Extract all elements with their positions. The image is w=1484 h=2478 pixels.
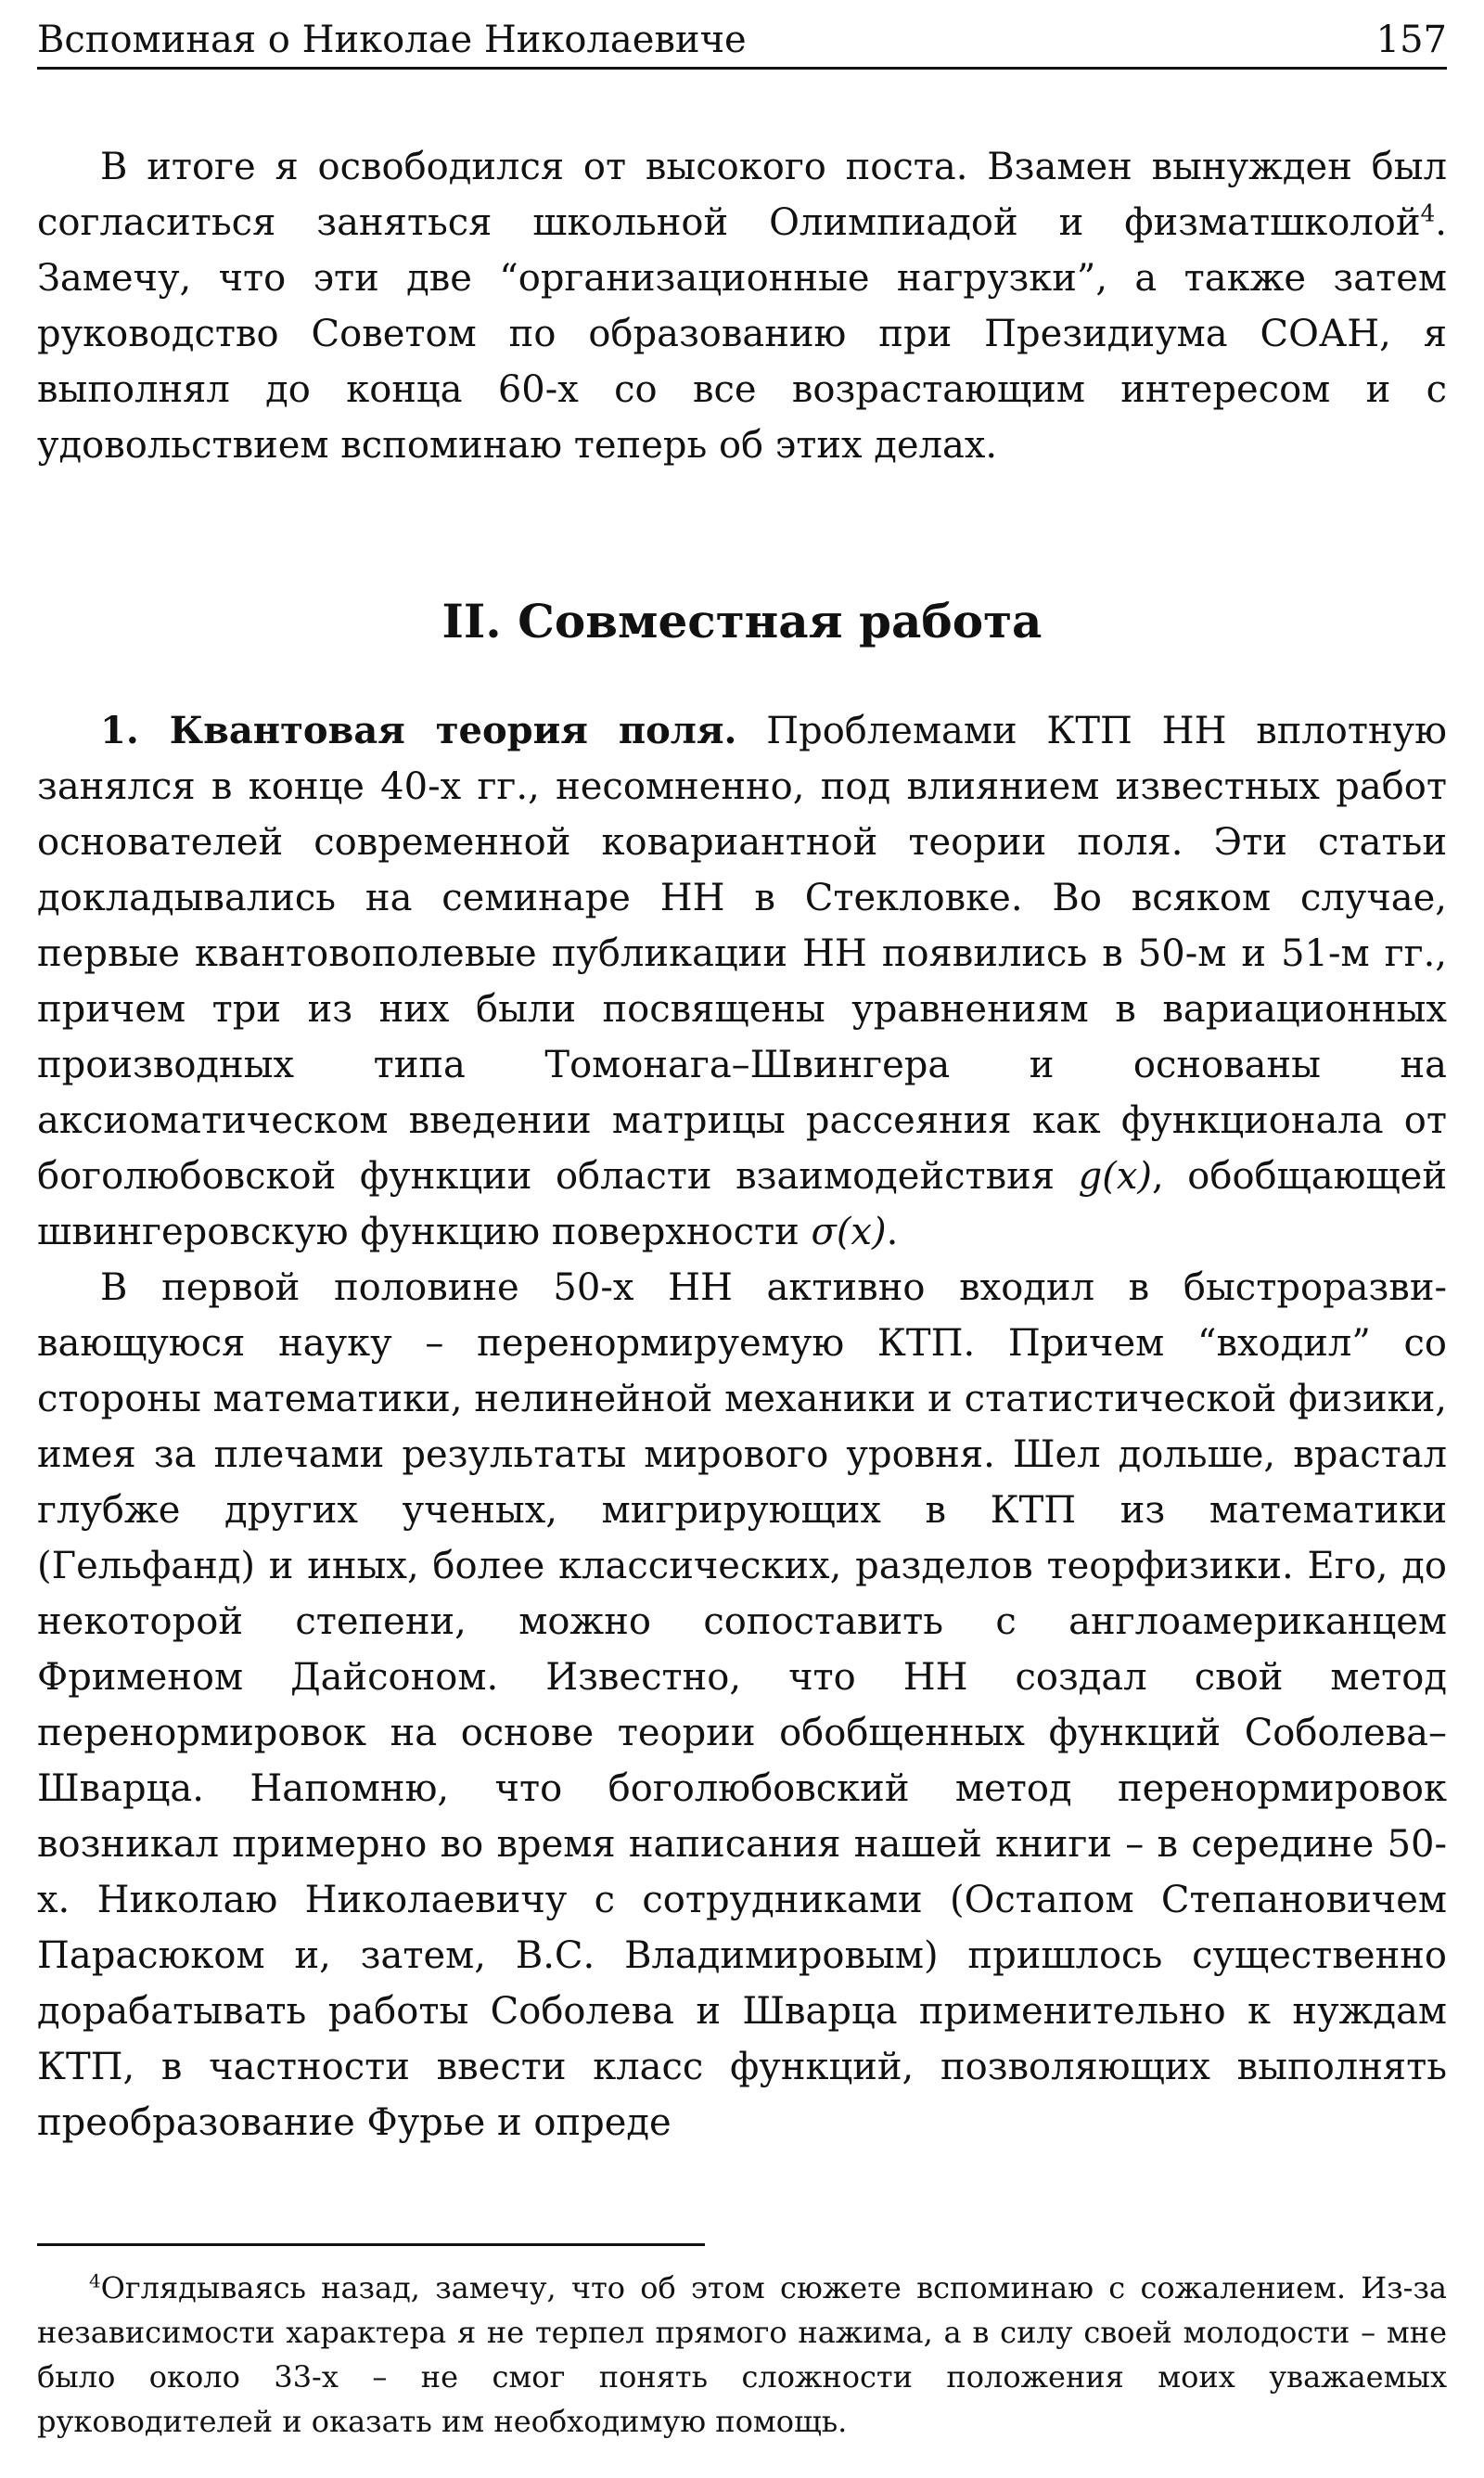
subsection-lead: 1. Квантовая теория поля. <box>100 709 737 752</box>
paragraph-2-text-c: . <box>886 1211 899 1253</box>
paragraph-2 <box>37 703 1447 1260</box>
paragraph-3: В первой половине 50-х НН активно входил в быстроразвивающуюся науку – перенормируемую КТП. Причем “входил” со стороны математики, нелинейной механики и статистической физики, имея за плечами результаты мирового уровня. Шел дольше, врастал глубже других ученых, мигрирующих в КТП из математики (Гельфанд) и иных, более классических, разделов теорфизики. Его, до некоторой степени, можно сопоставить с англоамериканцем Фрименом Дайсоном. Известно, что НН создал свой метод перенормировок на основе теории обобщенных функций Соболева–Шварца. Напомню, что боголюбовский метод перенормировок возникал примерно во время написания нашей книги – в середине 50-х. Николаю Николаевичу с сотрудниками (Остапом Степановичем Парасюком и, затем, В.С. Владимировым) пришлось существенно дорабатывать работы Соболева и Шварца применительно к нуждам КТП, в частности ввести класс функций, позволяющих выполнять преобразование Фурье и опреде <box>37 1266 1447 2144</box>
footnote <box>37 2266 1447 2444</box>
book-page <box>37 0 1447 2478</box>
running-header <box>37 13 1447 70</box>
footnote-mark: 4 <box>89 2270 101 2292</box>
paragraph-1-text: В итоге я освободился от высокого поста. Взамен вынужден был согласиться заняться школьной Олимпиадой и физматшколой <box>37 146 1447 244</box>
paragraph-1-text-rest: . Замечу, что эти две “организационные нагрузки”, а также затем руководство Советом по образованию при Президиума СОАН, я выполнял до конца 60-х со все возрастающим интересом и с удовольствием вспоминаю теперь об этих делах. <box>37 201 1447 467</box>
paragraph-2-text-a: Проблемами КТП НН вплотную занялся в конце 40-х гг., несомненно, под влиянием известных работ основателей современной ковариантной теории поля. Эти статьи докладывались на семинаре НН в Стекловке. Во всяком случае, первые квантовополевые публикации НН появились в 50-м и 51-м гг., причем три из них были посвящены уравнениям в вариационных производных типа Томонага–Швингера и основаны на аксиоматическом введении матрицы рассеяния как функционала от боголюбовской функции области взаимодействия <box>37 710 1448 1198</box>
paragraph-1 <box>37 139 1447 482</box>
page-number: 157 <box>1375 19 1447 61</box>
section-heading: II. Совместная работа <box>441 594 1043 648</box>
footnote-divider <box>37 2243 705 2246</box>
footnote-text: Оглядываясь назад, замечу, что об этом сюжете вспоминаю с сожалением. Из-за независимости характера я не терпел прямого нажима, а в силу своей молодости – мне было около 33-х – не смог понять сложности положения моих уважаемых руководителей и оказать им необходимую помощь. <box>37 2270 1447 2439</box>
math-g-of-x: g(x) <box>1078 1155 1153 1198</box>
footnote-reference: 4 <box>1420 199 1436 227</box>
math-sigma-of-x: σ(x) <box>811 1211 887 1253</box>
paragraph-2-text-b: , обобщающей швингеровскую функцию поверхности <box>37 1155 1448 1253</box>
running-title: Вспоминая о Николае Николаевиче <box>37 19 747 61</box>
